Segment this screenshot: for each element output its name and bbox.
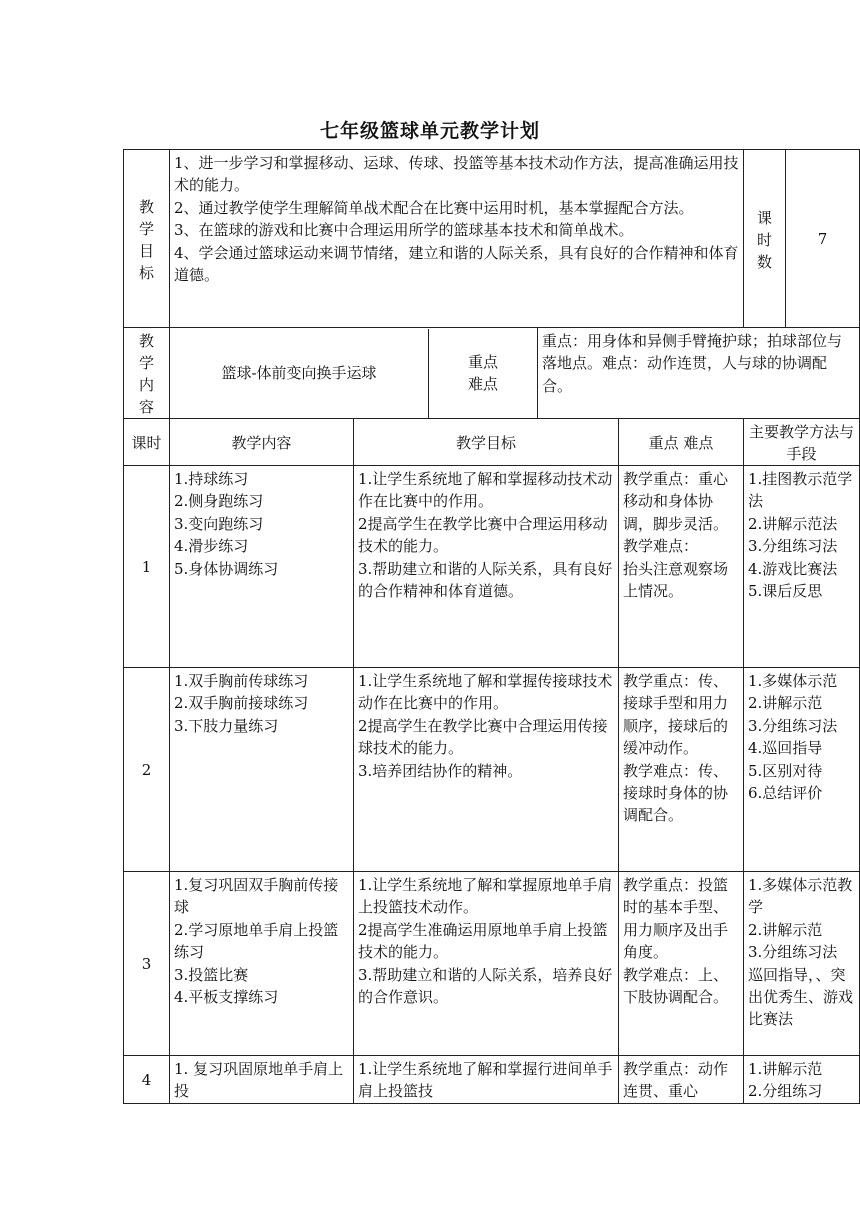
goal-item: 2、通过教学使学生理解简单战术配合在比赛中运用时机，基本掌握配合方法。 bbox=[174, 198, 694, 217]
list-item: 1.讲解示范 bbox=[748, 1060, 823, 1078]
goals-row bbox=[124, 150, 860, 328]
list-item: 2.侧身跑练习 bbox=[174, 492, 264, 511]
lesson-methods bbox=[744, 872, 860, 1056]
hours-value: 7 bbox=[786, 150, 860, 328]
goals-list bbox=[170, 150, 744, 328]
list-item: 1. 复习巩固原地单手肩上投 bbox=[174, 1060, 344, 1101]
list-item: 5.身体协调练习 bbox=[174, 559, 279, 578]
list-item: 2.讲解示范 bbox=[748, 920, 823, 939]
header-row bbox=[124, 419, 860, 466]
list-item: 4.巡回指导 bbox=[748, 739, 823, 758]
lesson-row bbox=[124, 668, 860, 872]
lesson-methods bbox=[744, 1056, 860, 1104]
goal-item: 1、进一步学习和掌握移动、运球、传球、投篮等基本技术动作方法，提高准确运用技术的能力。 bbox=[174, 154, 739, 195]
list-item: 教学难点：上、下肢协调配合。 bbox=[623, 965, 729, 1007]
plan-table bbox=[123, 149, 860, 1104]
list-item: 1.多媒体示范 bbox=[748, 672, 838, 690]
content-value: 篮球-体前变向换手运球 bbox=[170, 329, 429, 418]
hours-label: 课 时 数 bbox=[744, 150, 786, 328]
list-item: 2提高学生在教学比赛中合理运用传接球技术的能力。 bbox=[358, 716, 608, 758]
list-item: 1.持球练习 bbox=[174, 470, 249, 488]
list-item: 1.让学生系统地了解和掌握移动技术动作在比赛中的作用。 bbox=[358, 470, 613, 511]
lesson-content bbox=[170, 466, 354, 668]
content-value-cell bbox=[170, 328, 538, 419]
list-item: 3.帮助建立和谐的人际关系，具有良好的合作精神和体育道德。 bbox=[358, 559, 613, 601]
list-item: 1.双手胸前传球练习 bbox=[174, 672, 309, 690]
list-item: 3.帮助建立和谐的人际关系，培养良好的合作意识。 bbox=[358, 965, 613, 1007]
list-item: 5.课后反思 bbox=[748, 582, 823, 601]
list-item: 4.平板支撑练习 bbox=[174, 988, 279, 1007]
header-methods: 主要教学方法与手段 bbox=[744, 419, 860, 466]
header-goals: 教学目标 bbox=[354, 419, 619, 466]
list-item: 1.挂图教示范学法 bbox=[748, 470, 853, 511]
lesson-goals bbox=[354, 466, 619, 668]
lesson-keys bbox=[619, 668, 744, 872]
header-keys: 重点 难点 bbox=[619, 419, 744, 466]
list-item: 4.游戏比赛法 bbox=[748, 559, 838, 578]
list-item: 4.滑步练习 bbox=[174, 537, 249, 556]
list-item: 1.多媒体示范教学 bbox=[748, 876, 853, 917]
lesson-row bbox=[124, 466, 860, 668]
goals-label: 教 学 目 标 bbox=[124, 150, 170, 328]
key-value: 重点：用身体和异侧手臂掩护球；拍球部位与落地点。难点：动作连贯，人与球的协调配合。 bbox=[538, 328, 860, 419]
lesson-keys bbox=[619, 872, 744, 1056]
list-item: 教学重点：动作连贯、重心 bbox=[623, 1060, 729, 1101]
list-item: 教学重点：投篮时的基本手型、用力顺序及出手角度。 bbox=[623, 876, 729, 962]
lesson-goals bbox=[354, 668, 619, 872]
list-item: 3.分组练习法 bbox=[748, 537, 838, 556]
content-row bbox=[124, 328, 860, 419]
list-item: 3.分组练习法 bbox=[748, 716, 838, 735]
lesson-number: 3 bbox=[124, 872, 170, 1056]
lesson-row bbox=[124, 1056, 860, 1104]
lesson-number: 1 bbox=[124, 466, 170, 668]
lesson-content bbox=[170, 1056, 354, 1104]
list-item: 1.让学生系统地了解和掌握行进间单手肩上投篮技 bbox=[358, 1060, 613, 1101]
goal-item: 3、在篮球的游戏和比赛中合理运用所学的篮球基本技术和简单战术。 bbox=[174, 221, 634, 240]
list-item: 2提高学生准确运用原地单手肩上投篮技术的能力。 bbox=[358, 920, 608, 962]
lesson-goals bbox=[354, 1056, 619, 1104]
list-item: 3.变向跑练习 bbox=[174, 514, 264, 533]
list-item: 巡回指导，、突出优秀生、游戏比赛法 bbox=[748, 965, 854, 1029]
lesson-number: 4 bbox=[124, 1056, 170, 1104]
list-item: 3.分组练习法 bbox=[748, 943, 838, 962]
list-item: 6.总结评价 bbox=[748, 784, 823, 803]
lesson-keys bbox=[619, 466, 744, 668]
content-label: 教 学 内 容 bbox=[124, 328, 170, 419]
header-content: 教学内容 bbox=[170, 419, 354, 466]
list-item: 2.分组练习 bbox=[748, 1082, 823, 1101]
list-item: 教学重点：传、接球手型和用力顺序，接球后的缓冲动作。 bbox=[623, 672, 729, 758]
lesson-goals bbox=[354, 872, 619, 1056]
header-lesson: 课时 bbox=[124, 419, 170, 466]
list-item: 2.讲解示范 bbox=[748, 694, 823, 713]
lesson-content bbox=[170, 872, 354, 1056]
lesson-content bbox=[170, 668, 354, 872]
list-item: 3.培养团结协作的精神。 bbox=[358, 761, 523, 780]
lesson-methods bbox=[744, 466, 860, 668]
list-item: 2提高学生在教学比赛中合理运用移动技术的能力。 bbox=[358, 514, 608, 556]
key-label: 重点 难点 bbox=[467, 352, 498, 393]
list-item: 2.学习原地单手肩上投篮练习 bbox=[174, 920, 339, 962]
goal-item: 4、学会通过篮球运动来调节情绪，建立和谐的人际关系，具有良好的合作精神和体育道德。 bbox=[174, 243, 739, 285]
page-title: 七年级篮球单元教学计划 bbox=[319, 120, 540, 142]
lesson-number: 2 bbox=[124, 668, 170, 872]
list-item: 2.讲解示范法 bbox=[748, 514, 838, 533]
lesson-keys bbox=[619, 1056, 744, 1104]
list-item: 教学难点： bbox=[623, 537, 699, 556]
lesson-methods bbox=[744, 668, 860, 872]
list-item: 1.让学生系统地了解和掌握原地单手肩上投篮技术动作。 bbox=[358, 876, 613, 917]
list-item: 教学重点：重心移动和身体协调，脚步灵活。 bbox=[623, 470, 729, 533]
list-item: 教学难点：传、接球时身体的协调配合。 bbox=[623, 761, 729, 825]
list-item: 1.复习巩固双手胸前传接球 bbox=[174, 876, 339, 917]
lesson-row bbox=[124, 872, 860, 1056]
list-item: 1.让学生系统地了解和掌握传接球技术动作在比赛中的作用。 bbox=[358, 672, 613, 713]
list-item: 2.双手胸前接球练习 bbox=[174, 694, 309, 713]
list-item: 3.投篮比赛 bbox=[174, 965, 249, 984]
list-item: 3.下肢力量练习 bbox=[174, 716, 279, 735]
list-item: 抬头注意观察场上情况。 bbox=[623, 559, 729, 601]
list-item: 5.区别对待 bbox=[748, 761, 823, 780]
